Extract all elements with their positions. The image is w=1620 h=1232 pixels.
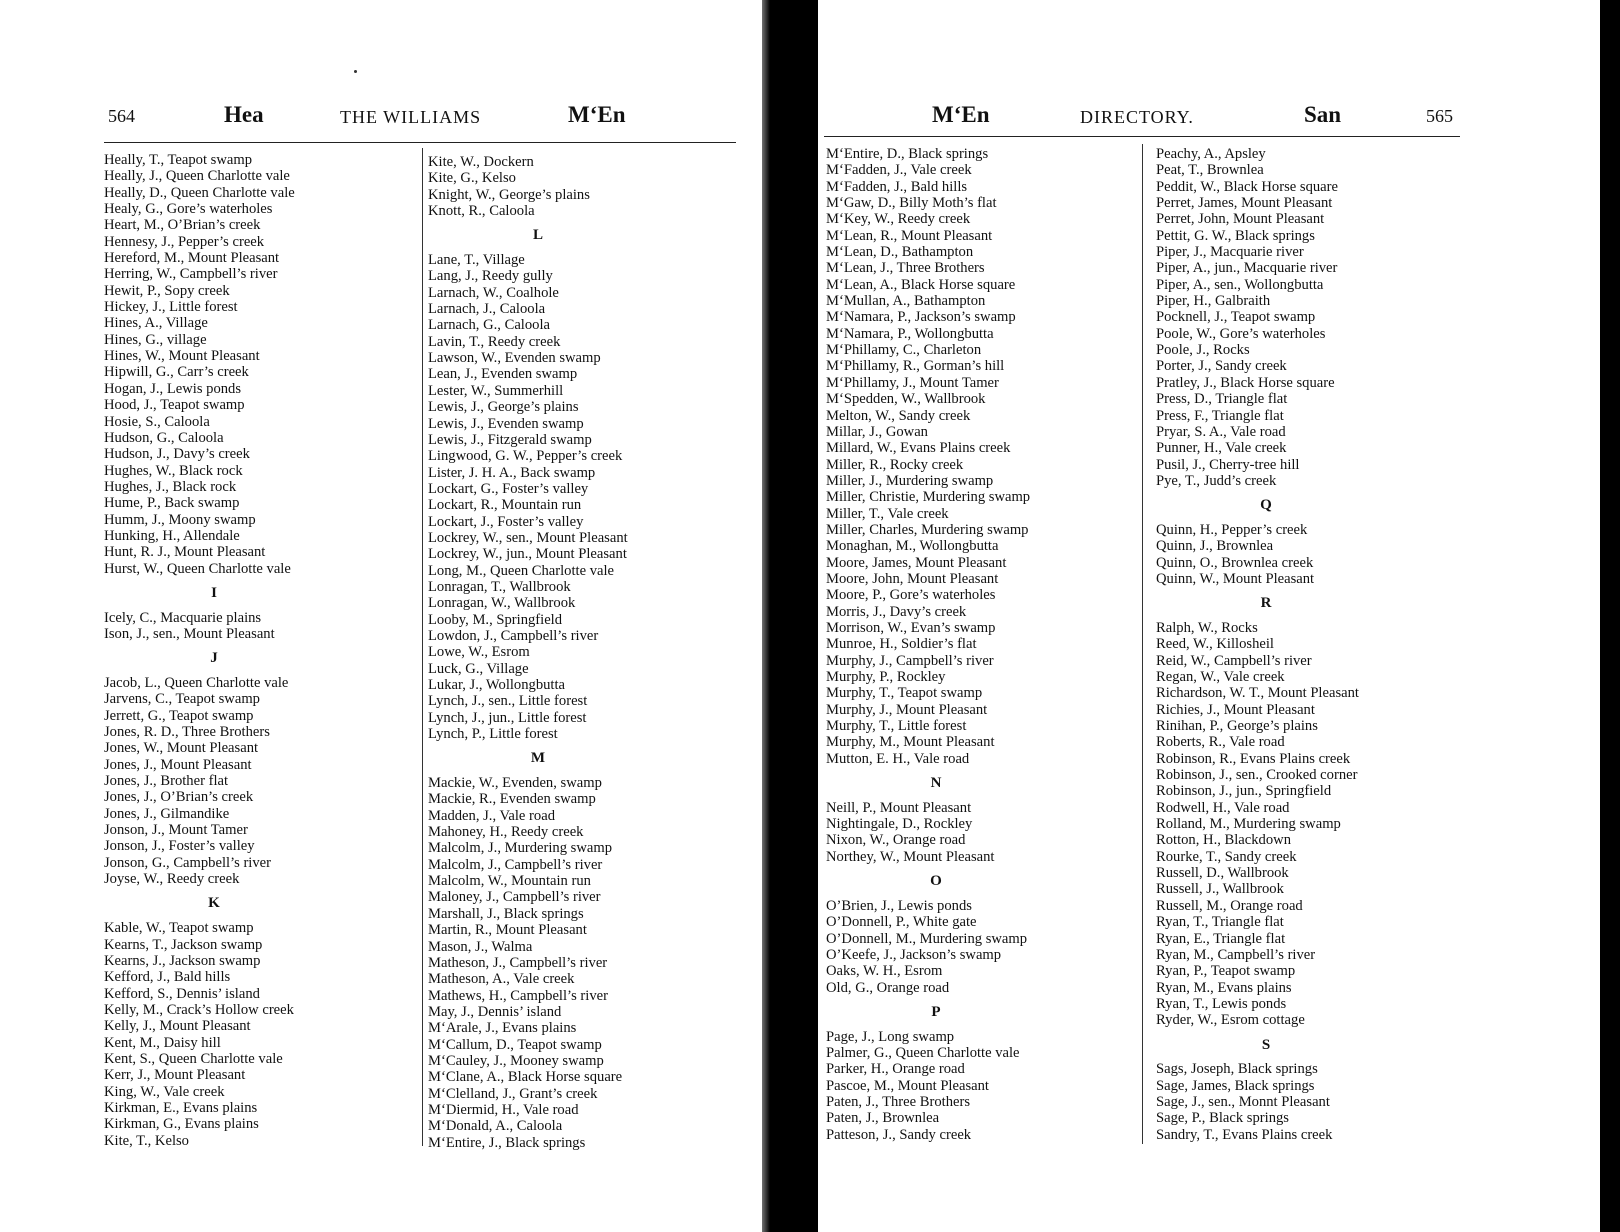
print-speck: [354, 70, 357, 73]
directory-entry: Hewit, P., Sopy creek: [104, 282, 230, 299]
directory-entry: Madden, J., Vale road: [428, 807, 555, 824]
directory-entry: Mathews, H., Campbell’s river: [428, 987, 608, 1004]
guide-word-left: Hea: [224, 102, 264, 127]
directory-entry: Rodwell, H., Vale road: [1156, 799, 1290, 816]
directory-entry: Piper, A., sen., Wollongbutta: [1156, 276, 1324, 293]
header-rule: [104, 142, 736, 143]
directory-entry: Larnach, W., Coalhole: [428, 284, 559, 301]
directory-entry: Kent, S., Queen Charlotte vale: [104, 1050, 283, 1067]
directory-entry: O’Brien, J., Lewis ponds: [826, 897, 972, 914]
section-letter: Q: [1260, 497, 1272, 514]
directory-entry: Herring, W., Campbell’s river: [104, 266, 278, 283]
directory-entry: Hudson, J., Davy’s creek: [104, 446, 250, 463]
directory-entry: Kable, W., Teapot swamp: [104, 920, 254, 937]
directory-entry: Sage, P., Black springs: [1156, 1110, 1289, 1127]
directory-entry: Heally, J., Queen Charlotte vale: [104, 168, 290, 185]
directory-entry: Perret, John, Mount Pleasant: [1156, 211, 1325, 228]
directory-entry: Lynch, P., Little forest: [428, 726, 558, 743]
directory-entry: Robinson, J., sen., Crooked corner: [1156, 767, 1358, 784]
directory-entry: Kelly, M., Crack’s Hollow creek: [104, 1001, 294, 1018]
directory-entry: Joyse, W., Reedy creek: [104, 871, 240, 888]
directory-entry: Sage, James, Black springs: [1156, 1077, 1315, 1094]
directory-entry: Parker, H., Orange road: [826, 1061, 965, 1078]
directory-entry: Lean, J., Evenden swamp: [428, 366, 578, 383]
directory-entry: Russell, M., Orange road: [1156, 897, 1303, 914]
directory-column: [826, 146, 1046, 1143]
directory-entry: Hipwill, G., Carr’s creek: [104, 364, 249, 381]
section-letter: S: [1261, 1036, 1271, 1053]
directory-entry: Malcolm, J., Murdering swamp: [428, 840, 613, 857]
column-divider: [1142, 144, 1143, 1144]
section-letter: I: [211, 584, 217, 601]
directory-entry: Larnach, J., Caloola: [428, 301, 546, 318]
directory-entry: Northey, W., Mount Pleasant: [826, 848, 995, 865]
directory-entry: M‘Mullan, A., Bathampton: [826, 293, 986, 310]
right-page: [818, 0, 1600, 1232]
directory-entry: Lonragan, W., Wallbrook: [428, 595, 576, 612]
directory-entry: Poole, J., Rocks: [1156, 342, 1250, 359]
directory-entry: Mackie, R., Evenden swamp: [428, 791, 596, 808]
directory-entry: Lowdon, J., Campbell’s river: [428, 627, 599, 644]
directory-entry: M‘Lean, D., Bathampton: [826, 244, 974, 261]
directory-entry: M‘Clelland, J., Grant’s creek: [428, 1085, 598, 1102]
directory-entry: Page, J., Long swamp: [826, 1028, 955, 1045]
directory-entry: Moore, James, Mount Pleasant: [826, 554, 1007, 571]
directory-entry: Miller, J., Murdering swamp: [826, 472, 994, 489]
right-page-header: [818, 98, 1600, 138]
directory-entry: Jones, J., Gilmandike: [104, 805, 230, 822]
directory-entry: Regan, W., Vale creek: [1156, 669, 1285, 685]
directory-entry: Miller, Christie, Murdering swamp: [826, 489, 1031, 506]
directory-entry: Jonson, G., Campbell’s river: [104, 854, 272, 871]
directory-entry: Hughes, J., Black rock: [104, 478, 237, 495]
directory-entry: Moore, John, Mount Pleasant: [826, 570, 999, 587]
section-letter: N: [930, 775, 942, 792]
section-letter: K: [208, 895, 220, 912]
directory-entry: Kite, W., Dockern: [428, 154, 534, 170]
directory-entry: Quinn, O., Brownlea creek: [1156, 554, 1314, 571]
directory-entry: Jones, J., O’Brian’s creek: [104, 789, 254, 806]
directory-entry: Lawson, W., Evenden swamp: [428, 350, 601, 367]
directory-entry: Peat, T., Brownlea: [1156, 162, 1264, 179]
directory-entry: M‘Phillamy, R., Gorman’s hill: [826, 358, 1005, 375]
directory-entry: Press, D., Triangle flat: [1156, 391, 1288, 408]
directory-entry: Paten, J., Three Brothers: [826, 1093, 971, 1110]
directory-entry: Quinn, H., Pepper’s creek: [1156, 521, 1308, 538]
directory-entry: Press, F., Triangle flat: [1156, 407, 1284, 424]
directory-entry: Kite, G., Kelso: [428, 170, 516, 187]
directory-entry: Jones, W., Mount Pleasant: [104, 740, 259, 757]
directory-entry: Kearns, J., Jackson swamp: [104, 952, 261, 969]
directory-entry: Piper, J., Macquarie river: [1156, 244, 1304, 261]
directory-entry: Murphy, J., Mount Pleasant: [826, 701, 988, 718]
directory-entry: Lockart, J., Foster’s valley: [428, 513, 584, 530]
directory-entry: Miller, R., Rocky creek: [826, 456, 964, 473]
directory-entry: Murphy, T., Teapot swamp: [826, 685, 983, 702]
directory-entry: M‘Donald, A., Caloola: [428, 1118, 563, 1135]
directory-entry: Miller, T., Vale creek: [826, 505, 949, 522]
section-letter: R: [1260, 595, 1272, 612]
directory-entry: Morris, J., Davy’s creek: [826, 603, 967, 620]
page-number: 565: [1426, 106, 1453, 126]
directory-entry: Jones, J., Brother flat: [104, 773, 229, 790]
directory-entry: Peachy, A., Apsley: [1156, 146, 1266, 162]
directory-entry: Peddit, W., Black Horse square: [1156, 178, 1338, 195]
directory-entry: Jonson, J., Foster’s valley: [104, 838, 255, 855]
directory-entry: Ryan, T., Triangle flat: [1156, 914, 1284, 931]
directory-entry: Pusil, J., Cherry-tree hill: [1156, 456, 1300, 473]
directory-entry: Miller, Charles, Murdering swamp: [826, 521, 1029, 538]
directory-entry: M‘Lean, A., Black Horse square: [826, 276, 1016, 293]
directory-entry: O’Keefe, J., Jackson’s swamp: [826, 946, 1002, 963]
directory-entry: Ryder, W., Esrom cottage: [1156, 1012, 1305, 1029]
directory-entry: Lewis, J., George’s plains: [428, 399, 579, 416]
directory-entry: Robinson, J., jun., Springfield: [1156, 783, 1332, 800]
directory-entry: Marshall, J., Black springs: [428, 905, 584, 922]
directory-entry: Lingwood, G. W., Pepper’s creek: [428, 448, 623, 465]
directory-entry: Hennesy, J., Pepper’s creek: [104, 233, 265, 250]
section-letter: O: [930, 873, 942, 890]
directory-entry: Kirkman, G., Evans plains: [104, 1116, 259, 1133]
directory-entry: Jarvens, C., Teapot swamp: [104, 691, 260, 708]
directory-entry: Piper, A., jun., Macquarie river: [1156, 260, 1338, 277]
directory-entry: Icely, C., Macquarie plains: [104, 609, 262, 626]
directory-entry: Quinn, J., Brownlea: [1156, 538, 1274, 555]
directory-entry: Lane, T., Village: [428, 252, 525, 269]
directory-entry: Punner, H., Vale creek: [1156, 440, 1287, 457]
directory-entry: Lester, W., Summerhill: [428, 382, 564, 399]
directory-entry: Ryan, M., Campbell’s river: [1156, 946, 1316, 963]
directory-entry: Hunt, R. J., Mount Pleasant: [104, 544, 266, 561]
directory-column: [428, 154, 648, 1151]
directory-entry: Ralph, W., Rocks: [1156, 619, 1258, 636]
directory-entry: Lister, J. H. A., Back swamp: [428, 464, 596, 481]
directory-entry: Palmer, G., Queen Charlotte vale: [826, 1044, 1020, 1061]
directory-entry: Hume, P., Back swamp: [104, 495, 240, 512]
directory-entry: Ryan, T., Lewis ponds: [1156, 995, 1287, 1012]
directory-entry: O’Donnell, M., Murdering swamp: [826, 930, 1028, 947]
directory-entry: Hunking, H., Allendale: [104, 527, 240, 544]
directory-entry: Sags, Joseph, Black springs: [1156, 1061, 1318, 1078]
directory-entry: Lockrey, W., sen., Mount Pleasant: [428, 529, 628, 546]
directory-entry: Reed, W., Killosheil: [1156, 636, 1274, 653]
directory-entry: M‘Fadden, J., Vale creek: [826, 162, 972, 179]
directory-entry: Piper, H., Galbraith: [1156, 293, 1271, 310]
directory-entry: M‘Callum, D., Teapot swamp: [428, 1036, 602, 1053]
section-letter: M: [530, 750, 546, 767]
directory-entry: M‘Entire, D., Black springs: [826, 146, 989, 162]
directory-entry: Pryar, S. A., Vale road: [1156, 423, 1286, 440]
directory-entry: M‘Namara, P., Wollongbutta: [826, 325, 994, 342]
directory-entry: Martin, R., Mount Pleasant: [428, 922, 587, 939]
directory-entry: Heally, T., Teapot swamp: [104, 152, 252, 168]
directory-entry: Hosie, S., Caloola: [104, 413, 210, 430]
directory-entry: O’Donnell, P., White gate: [826, 914, 977, 931]
directory-entry: Lewis, J., Fitzgerald swamp: [428, 431, 592, 448]
directory-entry: Heally, D., Queen Charlotte vale: [104, 184, 295, 201]
directory-entry: Neill, P., Mount Pleasant: [826, 799, 972, 816]
directory-entry: M‘Phillamy, J., Mount Tamer: [826, 374, 999, 391]
directory-entry: Lukar, J., Wollongbutta: [428, 677, 566, 693]
directory-entry: Robinson, R., Evans Plains creek: [1156, 750, 1351, 767]
directory-entry: M‘Diermid, H., Vale road: [428, 1101, 579, 1118]
scan-edge: [1598, 0, 1620, 1232]
directory-entry: Kefford, S., Dennis’ island: [104, 985, 260, 1002]
directory-entry: Lynch, J., sen., Little forest: [428, 693, 588, 710]
directory-entry: Ryan, P., Teapot swamp: [1156, 963, 1296, 980]
directory-entry: M‘Key, W., Reedy creek: [826, 211, 971, 228]
directory-entry: Jonson, J., Mount Tamer: [104, 822, 248, 839]
directory-entry: Perret, James, Mount Pleasant: [1156, 195, 1333, 212]
running-title: THE WILLIAMS: [340, 107, 482, 127]
directory-entry: Hines, G., village: [104, 331, 207, 348]
directory-entry: Pettit, G. W., Black springs: [1156, 227, 1315, 244]
directory-entry: Ryan, E., Triangle flat: [1156, 930, 1286, 947]
directory-entry: Kent, M., Daisy hill: [104, 1034, 221, 1051]
directory-entry: Looby, M., Springfield: [428, 611, 563, 628]
directory-entry: Russell, D., Wallbrook: [1156, 865, 1289, 882]
directory-entry: Porter, J., Sandy creek: [1156, 358, 1287, 375]
directory-entry: Luck, G., Village: [428, 660, 529, 677]
directory-column: [1156, 146, 1376, 1143]
directory-entry: M‘Arale, J., Evans plains: [428, 1020, 577, 1037]
directory-entry: M‘Gaw, D., Billy Moth’s flat: [826, 195, 997, 212]
directory-entry: Poole, W., Gore’s waterholes: [1156, 325, 1326, 342]
directory-entry: Mutton, E. H., Vale road: [826, 750, 970, 767]
directory-entry: Humm, J., Moony swamp: [104, 511, 256, 528]
directory-entry: Rolland, M., Murdering swamp: [1156, 816, 1341, 833]
directory-entry: Rotton, H., Blackdown: [1156, 832, 1291, 849]
column-divider: [422, 148, 423, 1146]
directory-entry: Long, M., Queen Charlotte vale: [428, 562, 615, 579]
directory-entry: Matheson, A., Vale creek: [428, 971, 575, 988]
directory-entry: Kelly, J., Mount Pleasant: [104, 1018, 251, 1035]
directory-entry: M‘Clane, A., Black Horse square: [428, 1069, 623, 1086]
guide-word-left: M‘En: [932, 102, 990, 127]
directory-entry: M‘Cauley, J., Mooney swamp: [428, 1052, 604, 1069]
directory-entry: Hines, W., Mount Pleasant: [104, 348, 260, 365]
directory-entry: Lockart, R., Mountain run: [428, 497, 582, 514]
directory-entry: Rinihan, P., George’s plains: [1156, 718, 1318, 735]
directory-entry: Jacob, L., Queen Charlotte vale: [104, 675, 289, 691]
directory-entry: Lang, J., Reedy gully: [428, 268, 553, 285]
directory-entry: Jerrett, G., Teapot swamp: [104, 707, 254, 724]
left-page: [0, 0, 762, 1232]
directory-entry: Mason, J., Walma: [428, 938, 533, 955]
directory-entry: Knight, W., George’s plains: [428, 186, 590, 203]
directory-entry: Nixon, W., Orange road: [826, 832, 966, 849]
directory-entry: Oaks, W. H., Esrom: [826, 963, 943, 980]
directory-entry: May, J., Dennis’ island: [428, 1003, 562, 1020]
directory-entry: Hickey, J., Little forest: [104, 299, 238, 316]
directory-entry: Murphy, J., Campbell’s river: [826, 652, 994, 669]
directory-entry: Lavin, T., Reedy creek: [428, 333, 561, 350]
directory-entry: M‘Spedden, W., Wallbrook: [826, 391, 986, 408]
directory-entry: Hudson, G., Caloola: [104, 429, 224, 446]
directory-entry: Knott, R., Caloola: [428, 203, 535, 220]
directory-entry: Millard, W., Evans Plains creek: [826, 440, 1011, 457]
directory-entry: Heart, M., O’Brian’s creek: [104, 217, 261, 234]
directory-entry: Lonragan, T., Wallbrook: [428, 578, 571, 595]
directory-entry: Richardson, W. T., Mount Pleasant: [1156, 685, 1359, 702]
directory-entry: M‘Namara, P., Jackson’s swamp: [826, 309, 1016, 326]
directory-entry: Hogan, J., Lewis ponds: [104, 380, 242, 397]
directory-entry: Munroe, H., Soldier’s flat: [826, 636, 977, 653]
directory-entry: Kirkman, E., Evans plains: [104, 1099, 258, 1116]
directory-entry: Mackie, W., Evenden, swamp: [428, 775, 602, 792]
directory-entry: Millar, J., Gowan: [826, 423, 928, 440]
directory-entry: M‘Fadden, J., Bald hills: [826, 178, 968, 195]
directory-entry: Lewis, J., Evenden swamp: [428, 415, 584, 432]
directory-entry: Patteson, J., Sandy creek: [826, 1126, 972, 1143]
directory-entry: Healy, G., Gore’s waterholes: [104, 201, 273, 218]
directory-entry: Ison, J., sen., Mount Pleasant: [104, 625, 275, 642]
directory-entry: Hereford, M., Mount Pleasant: [104, 250, 280, 267]
directory-entry: Pocknell, J., Teapot swamp: [1156, 309, 1316, 326]
directory-entry: Sage, J., sen., Monnt Pleasant: [1156, 1093, 1330, 1110]
left-page-header: [0, 98, 762, 138]
directory-entry: M‘Phillamy, C., Charleton: [826, 342, 982, 359]
directory-entry: Rourke, T., Sandy creek: [1156, 848, 1297, 865]
header-rule: [824, 136, 1460, 137]
directory-entry: Kite, T., Kelso: [104, 1132, 189, 1149]
directory-entry: Hines, A., Village: [104, 315, 208, 332]
directory-entry: Murphy, P., Rockley: [826, 669, 946, 685]
directory-entry: Hood, J., Teapot swamp: [104, 397, 245, 414]
directory-entry: Malcolm, J., Campbell’s river: [428, 856, 603, 873]
directory-entry: M‘Entire, J., Black springs: [428, 1134, 586, 1151]
directory-entry: Melton, W., Sandy creek: [826, 407, 971, 424]
running-title: DIRECTORY.: [1080, 107, 1194, 127]
directory-entry: Old, G., Orange road: [826, 979, 950, 996]
directory-entry: Kearns, T., Jackson swamp: [104, 936, 263, 953]
book-gutter: [760, 0, 820, 1232]
directory-entry: Pascoe, M., Mount Pleasant: [826, 1077, 989, 1094]
directory-entry: Moore, P., Gore’s waterholes: [826, 587, 996, 604]
page-number: 564: [108, 106, 135, 126]
directory-entry: Lockart, G., Foster’s valley: [428, 480, 589, 497]
directory-column: [104, 152, 324, 1149]
directory-entry: Jones, R. D., Three Brothers: [104, 724, 270, 741]
directory-entry: Lockrey, W., jun., Mount Pleasant: [428, 546, 627, 563]
guide-word-right: San: [1304, 102, 1342, 127]
guide-word-right: M‘En: [568, 102, 626, 127]
directory-entry: Russell, J., Wallbrook: [1156, 881, 1284, 898]
directory-entry: Jones, J., Mount Pleasant: [104, 756, 252, 773]
directory-entry: Richies, J., Mount Pleasant: [1156, 701, 1315, 718]
directory-entry: Larnach, G., Caloola: [428, 317, 550, 334]
directory-entry: Pye, T., Judd’s creek: [1156, 472, 1277, 489]
directory-entry: Quinn, W., Mount Pleasant: [1156, 570, 1315, 587]
directory-entry: Hughes, W., Black rock: [104, 462, 243, 479]
directory-entry: M‘Lean, J., Three Brothers: [826, 260, 985, 277]
directory-entry: Lynch, J., jun., Little forest: [428, 709, 587, 726]
directory-entry: Matheson, J., Campbell’s river: [428, 954, 608, 971]
directory-entry: Roberts, R., Vale road: [1156, 734, 1285, 751]
section-letter: J: [210, 650, 218, 667]
directory-entry: Nightingale, D., Rockley: [826, 816, 973, 833]
directory-entry: Mahoney, H., Reedy creek: [428, 824, 584, 841]
directory-entry: Pratley, J., Black Horse square: [1156, 374, 1335, 391]
directory-entry: Sandry, T., Evans Plains creek: [1156, 1126, 1333, 1143]
section-letter: P: [931, 1003, 941, 1020]
directory-entry: Monaghan, M., Wollongbutta: [826, 538, 999, 555]
directory-entry: Reid, W., Campbell’s river: [1156, 652, 1312, 669]
directory-entry: Maloney, J., Campbell’s river: [428, 889, 601, 906]
directory-entry: Morrison, W., Evan’s swamp: [826, 619, 996, 636]
directory-entry: M‘Lean, R., Mount Pleasant: [826, 227, 993, 244]
directory-entry: Ryan, M., Evans plains: [1156, 979, 1292, 996]
directory-entry: Kefford, J., Bald hills: [104, 969, 231, 986]
directory-entry: Paten, J., Brownlea: [826, 1110, 940, 1127]
directory-entry: Murphy, M., Mount Pleasant: [826, 734, 995, 751]
directory-entry: Kerr, J., Mount Pleasant: [104, 1067, 246, 1084]
directory-entry: Lowe, W., Esrom: [428, 644, 530, 661]
directory-entry: Malcolm, W., Mountain run: [428, 873, 591, 890]
section-letter: L: [532, 227, 543, 244]
directory-entry: Murphy, T., Little forest: [826, 718, 967, 735]
directory-entry: Hurst, W., Queen Charlotte vale: [104, 560, 291, 577]
directory-entry: King, W., Vale creek: [104, 1083, 225, 1100]
